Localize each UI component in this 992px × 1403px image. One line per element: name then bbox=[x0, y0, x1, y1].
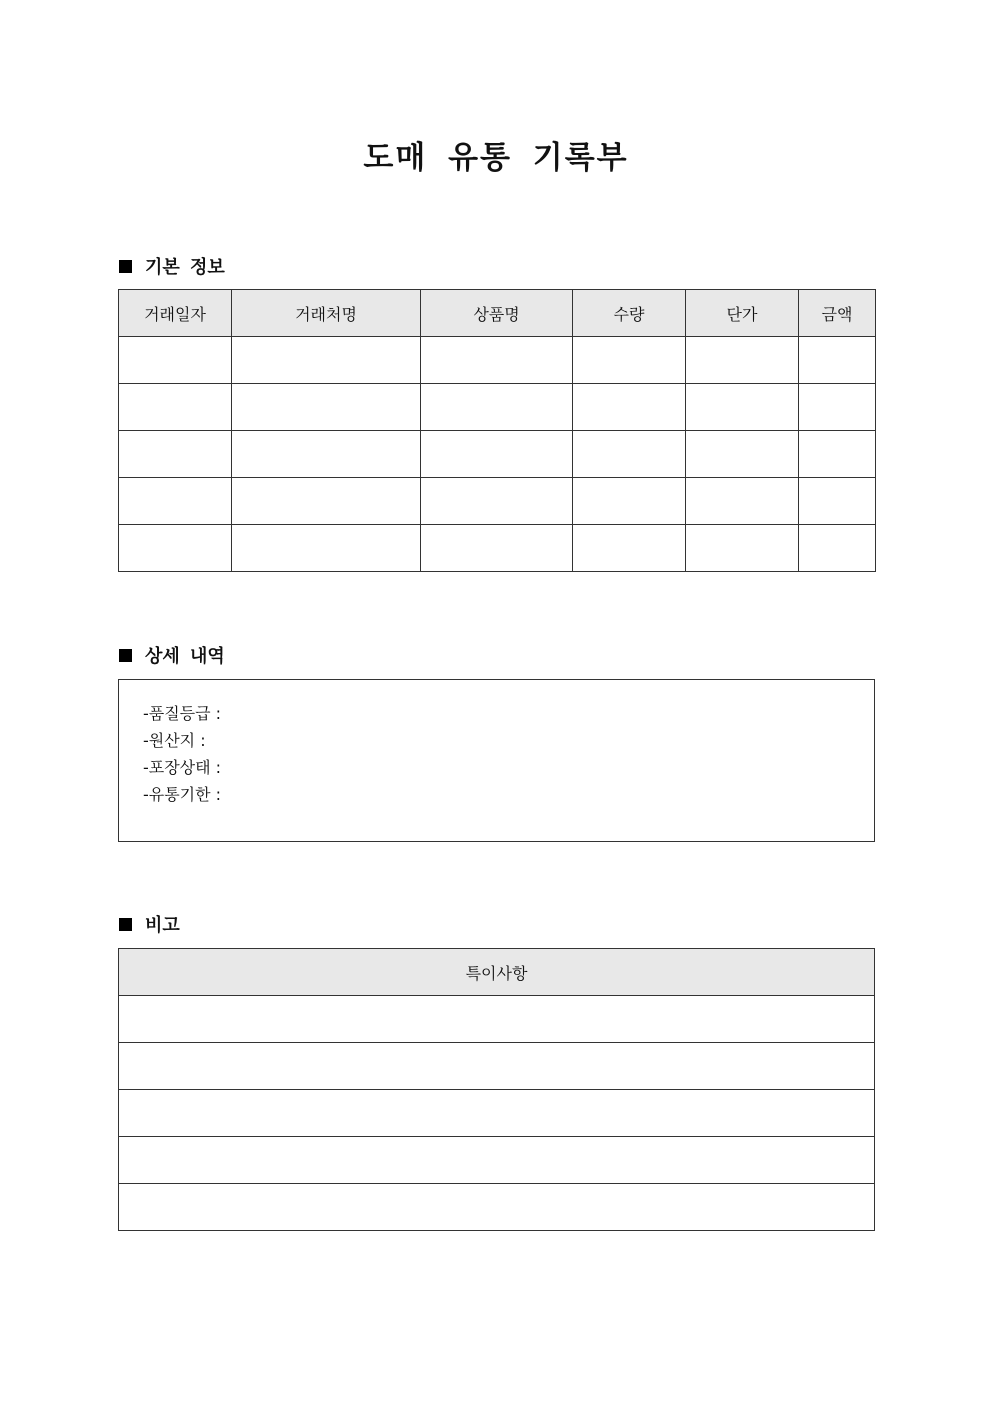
details-box bbox=[118, 679, 875, 842]
cell-unit-price[interactable] bbox=[686, 337, 799, 384]
table-row bbox=[119, 431, 876, 478]
cell-amount[interactable] bbox=[799, 478, 876, 525]
remarks-table bbox=[118, 948, 875, 1231]
page-title: 도매 유통 기록부 bbox=[363, 140, 629, 176]
cell-quantity[interactable] bbox=[573, 525, 686, 572]
detail-item-quality-grade[interactable]: -품질등급 : bbox=[143, 704, 222, 723]
section-heading-details bbox=[119, 642, 225, 668]
section-heading-label: 비고 bbox=[145, 915, 180, 936]
cell-date[interactable] bbox=[119, 478, 232, 525]
cell-date[interactable] bbox=[119, 431, 232, 478]
cell-remark[interactable] bbox=[119, 1137, 875, 1184]
square-bullet-icon bbox=[119, 260, 132, 273]
table-row bbox=[119, 1137, 875, 1184]
column-header-client: 거래처명 bbox=[232, 290, 421, 337]
cell-product[interactable] bbox=[421, 525, 573, 572]
column-header-quantity: 수량 bbox=[573, 290, 686, 337]
square-bullet-icon bbox=[119, 649, 132, 662]
cell-unit-price[interactable] bbox=[686, 431, 799, 478]
cell-unit-price[interactable] bbox=[686, 478, 799, 525]
cell-client[interactable] bbox=[232, 478, 421, 525]
section-heading-label: 상세 내역 bbox=[145, 646, 225, 667]
table-header-row bbox=[119, 949, 875, 996]
cell-date[interactable] bbox=[119, 337, 232, 384]
cell-date[interactable] bbox=[119, 384, 232, 431]
cell-amount[interactable] bbox=[799, 431, 876, 478]
cell-product[interactable] bbox=[421, 384, 573, 431]
cell-quantity[interactable] bbox=[573, 337, 686, 384]
details-list bbox=[119, 680, 874, 808]
cell-unit-price[interactable] bbox=[686, 384, 799, 431]
cell-amount[interactable] bbox=[799, 384, 876, 431]
cell-product[interactable] bbox=[421, 478, 573, 525]
cell-quantity[interactable] bbox=[573, 384, 686, 431]
column-header-product: 상품명 bbox=[421, 290, 573, 337]
table-row bbox=[119, 337, 876, 384]
table-row bbox=[119, 1043, 875, 1090]
detail-item-expiry[interactable]: -유통기한 : bbox=[143, 785, 222, 804]
cell-amount[interactable] bbox=[799, 525, 876, 572]
cell-remark[interactable] bbox=[119, 1184, 875, 1231]
table-row bbox=[119, 384, 876, 431]
detail-item-origin[interactable]: -원산지 : bbox=[143, 731, 206, 750]
section-heading-remarks bbox=[119, 911, 180, 937]
cell-client[interactable] bbox=[232, 431, 421, 478]
table-row bbox=[119, 478, 876, 525]
section-heading-basic-info bbox=[119, 253, 225, 279]
cell-remark[interactable] bbox=[119, 996, 875, 1043]
cell-product[interactable] bbox=[421, 431, 573, 478]
table-row bbox=[119, 1184, 875, 1231]
column-header-remarks: 특이사항 bbox=[119, 949, 875, 996]
table-row bbox=[119, 525, 876, 572]
section-heading-label: 기본 정보 bbox=[145, 257, 225, 278]
table-row bbox=[119, 1090, 875, 1137]
cell-amount[interactable] bbox=[799, 337, 876, 384]
table-row bbox=[119, 996, 875, 1043]
column-header-amount: 금액 bbox=[799, 290, 876, 337]
cell-remark[interactable] bbox=[119, 1090, 875, 1137]
column-header-date: 거래일자 bbox=[119, 290, 232, 337]
cell-product[interactable] bbox=[421, 337, 573, 384]
cell-quantity[interactable] bbox=[573, 431, 686, 478]
cell-client[interactable] bbox=[232, 525, 421, 572]
square-bullet-icon bbox=[119, 918, 132, 931]
cell-client[interactable] bbox=[232, 384, 421, 431]
cell-date[interactable] bbox=[119, 525, 232, 572]
column-header-unit-price: 단가 bbox=[686, 290, 799, 337]
detail-item-packaging[interactable]: -포장상태 : bbox=[143, 758, 222, 777]
cell-quantity[interactable] bbox=[573, 478, 686, 525]
cell-unit-price[interactable] bbox=[686, 525, 799, 572]
table-header-row bbox=[119, 290, 876, 337]
cell-remark[interactable] bbox=[119, 1043, 875, 1090]
basic-info-table bbox=[118, 289, 876, 572]
cell-client[interactable] bbox=[232, 337, 421, 384]
